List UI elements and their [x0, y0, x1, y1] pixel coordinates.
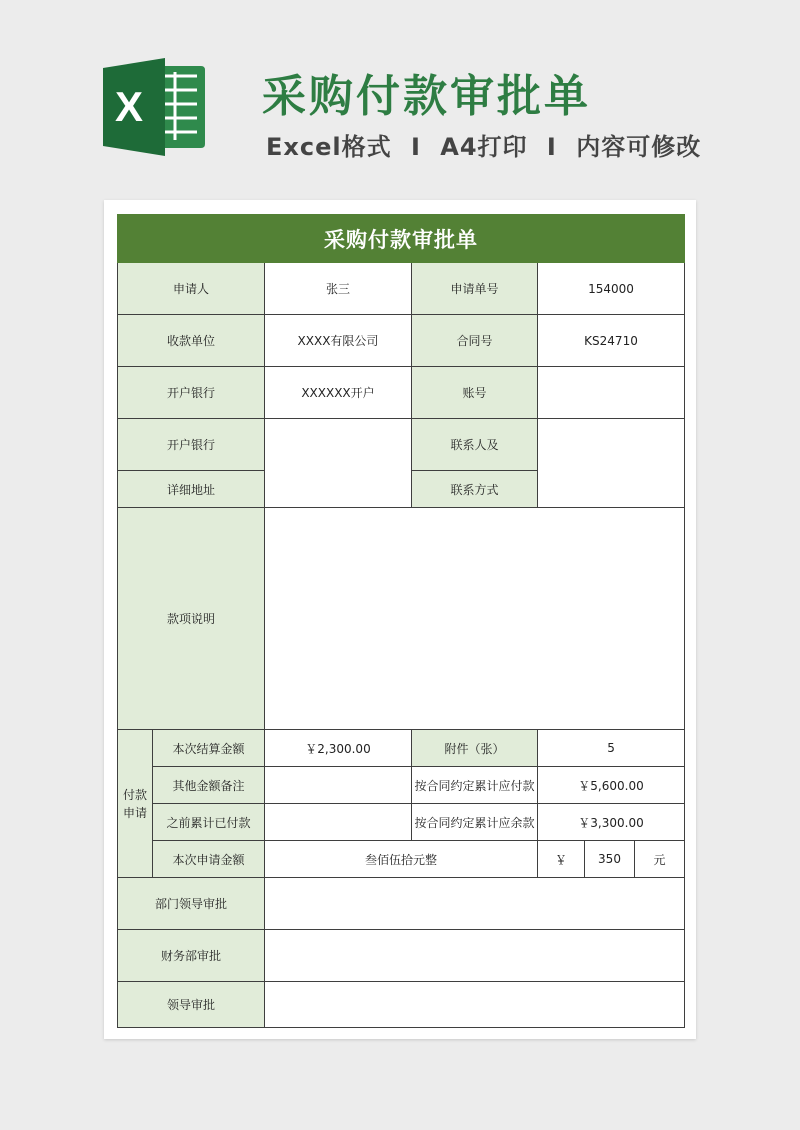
form-banner: 采购付款审批单 — [118, 215, 685, 263]
page-title: 采购付款审批单 — [262, 71, 591, 122]
page-header — [0, 0, 800, 190]
excel-logo-icon — [103, 58, 207, 156]
request-amount-number-field[interactable]: 350 — [585, 841, 635, 878]
contract-payable-label: 按合同约定累计应付款 — [412, 767, 538, 804]
contact-label-line2: 联系方式 — [412, 471, 538, 508]
leader-approval-label: 领导审批 — [118, 982, 265, 1028]
request-no-label: 申请单号 — [412, 263, 538, 315]
approval-form-table — [117, 214, 685, 1028]
contract-no-field[interactable]: KS24710 — [538, 315, 685, 367]
bank-field[interactable]: XXXXXX开户 — [265, 367, 412, 419]
other-note-label: 其他金额备注 — [153, 767, 265, 804]
description-label: 款项说明 — [118, 508, 265, 730]
applicant-label: 申请人 — [118, 263, 265, 315]
subtitle-format: Excel格式 — [266, 133, 392, 161]
currency-symbol: ￥ — [538, 841, 585, 878]
subtitle-separator: I — [410, 133, 421, 161]
contract-balance-field[interactable]: ￥3,300.00 — [538, 804, 685, 841]
page-subtitle — [266, 127, 701, 162]
contract-balance-label: 按合同约定累计应余款 — [412, 804, 538, 841]
payee-label: 收款单位 — [118, 315, 265, 367]
finance-approval-field[interactable] — [265, 930, 685, 982]
subtitle-separator: I — [546, 133, 557, 161]
finance-approval-label: 财务部审批 — [118, 930, 265, 982]
subtitle-print: A4打印 — [440, 133, 528, 161]
subtitle-editable: 内容可修改 — [576, 133, 702, 161]
svg-text:X: X — [115, 83, 144, 130]
contract-payable-field[interactable]: ￥5,600.00 — [538, 767, 685, 804]
applicant-field[interactable]: 张三 — [265, 263, 412, 315]
contact-label-line1: 联系人及 — [412, 419, 538, 471]
bank-address-field[interactable] — [265, 419, 412, 508]
request-no-field[interactable]: 154000 — [538, 263, 685, 315]
bank-label: 开户银行 — [118, 367, 265, 419]
account-label: 账号 — [412, 367, 538, 419]
attachment-label: 附件（张） — [412, 730, 538, 767]
request-amount-label: 本次申请金额 — [153, 841, 265, 878]
dept-approval-label: 部门领导审批 — [118, 878, 265, 930]
contract-no-label: 合同号 — [412, 315, 538, 367]
account-field[interactable] — [538, 367, 685, 419]
contact-field[interactable] — [538, 419, 685, 508]
other-note-field[interactable] — [265, 767, 412, 804]
payee-field[interactable]: XXXX有限公司 — [265, 315, 412, 367]
form-paper — [104, 200, 696, 1039]
request-amount-words-field[interactable]: 叁佰伍拾元整 — [265, 841, 538, 878]
attachment-field[interactable]: 5 — [538, 730, 685, 767]
currency-unit: 元 — [635, 841, 685, 878]
paid-before-label: 之前累计已付款 — [153, 804, 265, 841]
bank2-label: 开户银行 — [118, 419, 265, 471]
dept-approval-field[interactable] — [265, 878, 685, 930]
description-field[interactable] — [265, 508, 685, 730]
paid-before-field[interactable] — [265, 804, 412, 841]
leader-approval-field[interactable] — [265, 982, 685, 1028]
settle-amount-field[interactable]: ￥2,300.00 — [265, 730, 412, 767]
settle-amount-label: 本次结算金额 — [153, 730, 265, 767]
payment-group-label: 付款申请 — [118, 730, 153, 878]
address-label: 详细地址 — [118, 471, 265, 508]
